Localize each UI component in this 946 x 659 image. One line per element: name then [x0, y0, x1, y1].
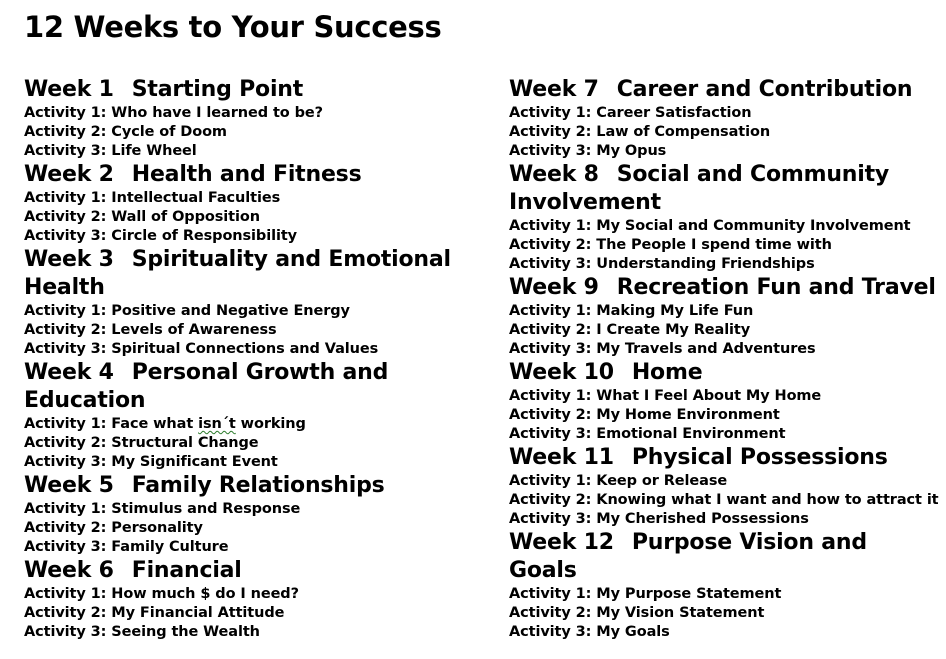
week-title: Physical Possessions: [631, 445, 888, 470]
week-title: Social and Community Involvement: [509, 162, 890, 215]
activity-item: Activity 3: Family Culture: [24, 539, 229, 555]
activity-item: Activity 2: Structural Change: [24, 435, 259, 451]
week-number: Week 10: [509, 360, 614, 385]
activity-item: Activity 1: Intellectual Faculties: [24, 190, 281, 206]
activity-item: Activity 2: My Financial Attitude: [24, 605, 285, 621]
activity-item: Activity 2: Law of Compensation: [509, 124, 771, 140]
activity-item: Activity 3: My Opus: [509, 143, 667, 159]
week-10-section: [509, 359, 939, 444]
activity-item: Activity 2: Personality: [24, 520, 203, 536]
activity-item: Activity 1: Who have I learned to be?: [24, 105, 323, 121]
activity-item: Activity 2: The People I spend time with: [509, 237, 832, 253]
week-number: Week 3: [24, 247, 114, 272]
week-number: Week 4: [24, 360, 114, 385]
week-3-section: [24, 246, 494, 359]
activity-item: Activity 1: Face what isn´t working: [24, 416, 306, 432]
activity-item: Activity 3: Circle of Responsibility: [24, 228, 298, 244]
week-number: Week 6: [24, 558, 114, 583]
week-number: Week 12: [509, 530, 614, 555]
activity-item: Activity 1: Making My Life Fun: [509, 303, 754, 319]
activity-item: Activity 1: Positive and Negative Energy: [24, 303, 350, 319]
activity-item: Activity 2: Levels of Awareness: [24, 322, 277, 338]
week-title: Personal Growth and Education: [24, 360, 389, 413]
week-number: Week 5: [24, 473, 114, 498]
week-heading: [24, 246, 494, 302]
week-number: Week 11: [509, 445, 614, 470]
left-column: [24, 76, 494, 642]
week-heading: [24, 359, 494, 415]
week-title: Starting Point: [131, 77, 304, 102]
week-number: Week 7: [509, 77, 599, 102]
week-title: Recreation Fun and Travel: [616, 275, 936, 300]
activity-item: Activity 3: Spiritual Connections and Values: [24, 341, 379, 357]
week-number: Week 9: [509, 275, 599, 300]
week-11-section: [509, 444, 939, 529]
activity-item: Activity 3: My Significant Event: [24, 454, 278, 470]
activity-item: Activity 3: Seeing the Wealth: [24, 624, 260, 640]
activity-item: Activity 2: My Vision Statement: [509, 605, 765, 621]
week-number: Week 1: [24, 77, 114, 102]
week-heading: [24, 557, 494, 585]
week-heading: [509, 529, 939, 585]
activity-item: Activity 1: Career Satisfaction: [509, 105, 752, 121]
activity-item: Activity 1: What I Feel About My Home: [509, 388, 822, 404]
week-4-section: [24, 359, 494, 472]
activity-item: Activity 3: My Cherished Possessions: [509, 511, 809, 527]
activity-item: Activity 1: Stimulus and Response: [24, 501, 301, 517]
week-heading: [24, 76, 494, 104]
week-1-section: [24, 76, 494, 161]
week-5-section: [24, 472, 494, 557]
week-12-section: [509, 529, 939, 642]
activity-item: Activity 3: My Travels and Adventures: [509, 341, 816, 357]
activity-item: Activity 1: My Purpose Statement: [509, 586, 782, 602]
week-title: Family Relationships: [131, 473, 385, 498]
activity-item: Activity 3: Emotional Environment: [509, 426, 786, 442]
week-6-section: [24, 557, 494, 642]
activity-item: Activity 1: My Social and Community Involvement: [509, 218, 911, 234]
week-title: Health and Fitness: [131, 162, 362, 187]
week-title: Spirituality and Emotional Health: [24, 247, 451, 300]
activity-item: Activity 2: Wall of Opposition: [24, 209, 260, 225]
week-7-section: [509, 76, 939, 161]
page-title: 12 Weeks to Your Success: [24, 10, 442, 44]
week-8-section: [509, 161, 939, 274]
activity-item: Activity 2: I Create My Reality: [509, 322, 751, 338]
week-heading: [509, 444, 939, 472]
week-title: Purpose Vision and Goals: [509, 530, 867, 583]
week-heading: [24, 161, 494, 189]
activity-item: Activity 1: How much $ do I need?: [24, 586, 299, 602]
week-2-section: [24, 161, 494, 246]
activity-item: Activity 3: My Goals: [509, 624, 670, 640]
week-number: Week 8: [509, 162, 599, 187]
week-heading: [24, 472, 494, 500]
week-title: Career and Contribution: [616, 77, 913, 102]
activity-item: Activity 3: Understanding Friendships: [509, 256, 815, 272]
week-title: Financial: [131, 558, 242, 583]
week-9-section: [509, 274, 939, 359]
activity-item: Activity 2: Knowing what I want and how to attract it: [509, 492, 939, 508]
week-title: Home: [631, 360, 703, 385]
week-heading: [509, 274, 939, 302]
activity-item: Activity 3: Life Wheel: [24, 143, 197, 159]
spellcheck-underline: isn´t: [198, 416, 236, 432]
week-heading: [509, 359, 939, 387]
activity-item: Activity 2: My Home Environment: [509, 407, 780, 423]
week-heading: [509, 161, 939, 217]
activity-item: Activity 1: Keep or Release: [509, 473, 728, 489]
week-heading: [509, 76, 939, 104]
right-column: [509, 76, 939, 642]
week-number: Week 2: [24, 162, 114, 187]
activity-item: Activity 2: Cycle of Doom: [24, 124, 227, 140]
